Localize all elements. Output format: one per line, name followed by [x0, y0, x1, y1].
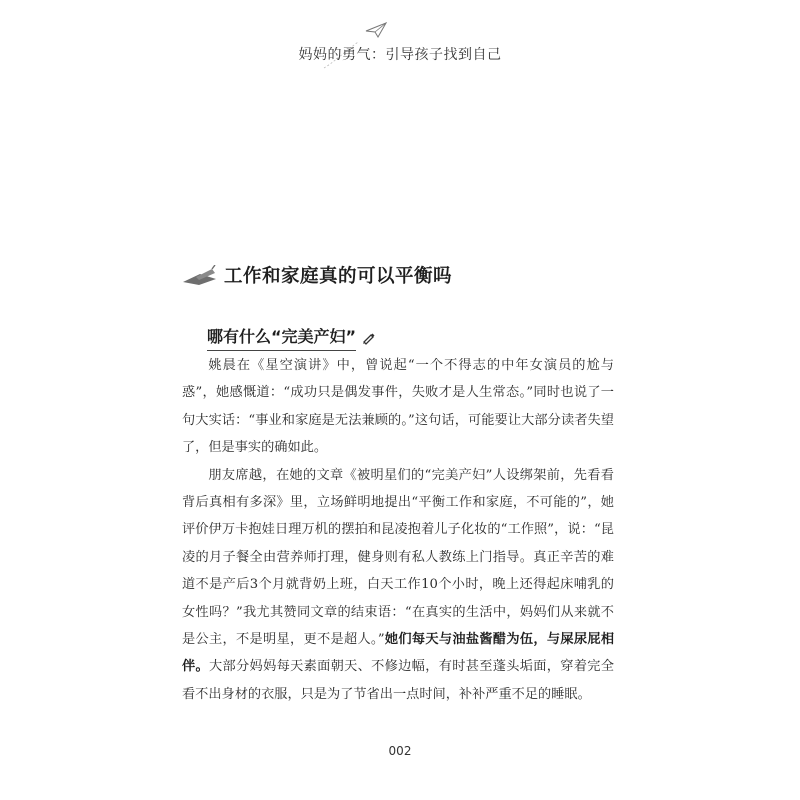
subsection-title: 哪有什么“完美产妇” [207, 324, 356, 351]
paragraph: 姚晨在《星空演讲》中，曾说起“一个不得志的中年女演员的尬与惑”，她感慨道：“成功只是偶发事件，失败才是人生常态。”同时也说了一句大实话：“事业和家庭是无法兼顾的。”这句话，可能要让大部分读者失望了，但是事实的确如此。 [182, 358, 614, 456]
paragraph-text: 大部分妈妈每天素面朝天、不修边幅，有时甚至蓬头垢面，穿着完全看不出身材的衣服，只是为了节省出一点时间，补补严重不足的睡眠。 [182, 659, 615, 702]
running-head [0, 22, 800, 72]
section-heading [182, 262, 452, 288]
paper-plane-icon [365, 22, 387, 38]
paragraph-text: 朋友席越，在她的文章《被明星们的“完美产妇”人设绑架前，先看看背后真相有多深》里，立场鲜明地提出“平衡工作和家庭，不可能的”，她评价伊万卡抱娃日理万机的摆拍和昆凌抱着儿子化妆的“工作照”，说：“昆凌的月子餐全由营养师打理，健身则有私人教练上门指导。真正辛苦的难道不是产后3个月就背奶上班，白天工作10个小时，晚上还得起床哺乳的女性吗？”我尤其赞同文章的结束语：“在真实的生活中，妈妈们从来就不是公主，不是明星，更不是超人。” [182, 467, 614, 648]
running-head-title: 妈妈的勇气：引导孩子找到自己 [298, 47, 502, 63]
section-title: 工作和家庭真的可以平衡吗 [224, 266, 453, 287]
paragraph [182, 462, 614, 709]
emphasized-sentence: 她们每天与油盐酱醋为伍，与屎尿屁相伴。 [182, 632, 615, 675]
body-text [182, 352, 614, 708]
page-number: 002 [388, 744, 412, 758]
subsection-heading [207, 324, 375, 351]
graduation-cap-icon [182, 265, 218, 285]
pencil-icon [361, 331, 375, 345]
